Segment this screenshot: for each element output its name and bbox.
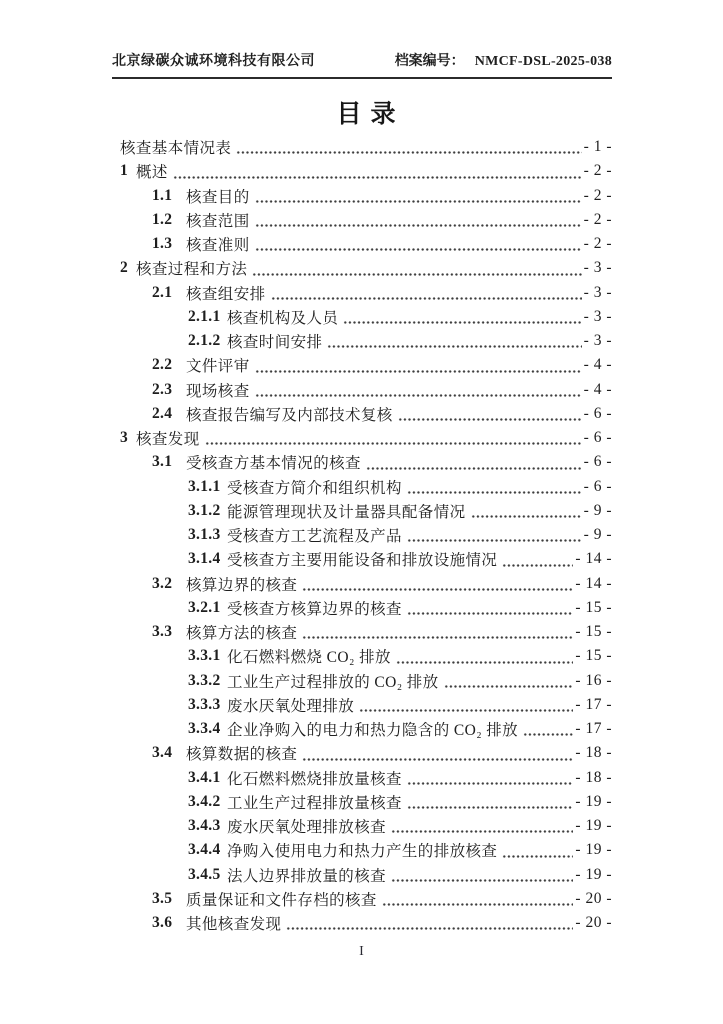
toc-entry — [120, 426, 612, 450]
toc-entry-label: 受核查方主要用能设备和排放设施情况 — [227, 552, 498, 570]
toc-entry — [120, 450, 612, 474]
toc-entry-label: 化石燃料燃烧排放量核查 — [227, 770, 402, 788]
toc-entry-page: - 19 - — [575, 865, 612, 883]
toc-dot-leader — [255, 184, 582, 208]
toc-entry-number: 2 — [120, 259, 129, 277]
toc-entry-number: 3.4 — [152, 744, 173, 762]
toc-entry-number: 1.1 — [152, 186, 173, 204]
toc-entry-number: 3.4.1 — [188, 768, 221, 786]
toc-entry-number: 3.6 — [152, 914, 173, 932]
toc-dot-leader — [302, 741, 573, 765]
toc-entry-page: - 2 - — [583, 235, 612, 253]
toc-entry — [120, 499, 612, 523]
toc-entry — [120, 523, 612, 547]
toc-entry-label: 核查组安排 — [186, 285, 266, 303]
toc-entry — [120, 838, 612, 862]
toc-entry — [120, 887, 612, 911]
company-name: 北京绿碳众诚环境科技有限公司 — [112, 54, 315, 69]
toc-entry-label: 受核查方核算边界的核查 — [227, 600, 402, 618]
toc-entry-page: - 18 - — [575, 768, 612, 786]
toc-entry-number: 3.1 — [152, 453, 173, 471]
toc-entry-page: - 2 - — [583, 162, 612, 180]
toc-entry-page: - 9 - — [583, 501, 612, 519]
toc-entry — [120, 232, 612, 256]
toc-dot-leader — [444, 669, 574, 693]
toc-dot-leader — [382, 887, 574, 911]
toc-entry — [120, 256, 612, 280]
toc-entry-label: 核查准则 — [186, 237, 250, 255]
toc-entry-page: - 3 - — [583, 259, 612, 277]
toc-entry-label: 受核查方工艺流程及产品 — [227, 528, 402, 546]
page-header — [112, 50, 612, 79]
toc-entry — [120, 911, 612, 935]
toc-entry-label: 核查机构及人员 — [227, 309, 339, 327]
toc-entry-label: 概述 — [136, 164, 168, 182]
toc-entry-page: - 17 - — [575, 720, 612, 738]
toc-entry — [120, 814, 612, 838]
toc-entry-page: - 4 - — [583, 380, 612, 398]
toc-entry — [120, 159, 612, 183]
toc-entry-label: 工业生产过程排放的 CO₂ 排放 — [227, 673, 439, 691]
toc-entry-label: 废水厌氧处理排放 — [227, 697, 355, 715]
toc-entry-number: 3.1.3 — [188, 526, 221, 544]
toc-entry — [120, 669, 612, 693]
toc-entry — [120, 475, 612, 499]
toc-entry-label: 核算边界的核查 — [186, 576, 298, 594]
archive-number: NMCF-DSL-2025-038 — [474, 54, 612, 69]
page-title: 目录 — [336, 101, 405, 128]
toc-entry-number: 1.2 — [152, 210, 173, 228]
toc-entry-page: - 19 - — [575, 841, 612, 859]
toc-dot-leader — [236, 135, 581, 159]
toc-entry — [120, 208, 612, 232]
toc-entry-page: - 6 - — [583, 453, 612, 471]
toc-dot-leader — [205, 426, 582, 450]
toc-entry-number: 3.4.3 — [188, 817, 221, 835]
toc-entry — [120, 184, 612, 208]
toc-entry-label: 受核查方基本情况的核查 — [186, 455, 361, 473]
toc-entry-number: 3.1.1 — [188, 477, 221, 495]
toc-dot-leader — [255, 208, 582, 232]
toc-entry-page: - 9 - — [583, 526, 612, 544]
toc-entry-page: - 20 - — [575, 889, 612, 907]
toc-entry-number: 3.4.4 — [188, 841, 221, 859]
toc-entry-label: 质量保证和文件存档的核查 — [186, 891, 377, 909]
toc-entry-number: 3 — [120, 429, 129, 447]
toc-dot-leader — [502, 547, 573, 571]
toc-entry-label: 核查时间安排 — [227, 334, 323, 352]
toc-entry — [120, 135, 612, 159]
toc-entry-number: 3.1.2 — [188, 501, 221, 519]
toc-entry-label: 核查报告编写及内部技术复核 — [186, 406, 393, 424]
toc-dot-leader — [407, 596, 574, 620]
toc-entry-number: 3.5 — [152, 889, 173, 907]
toc-entry-page: - 15 - — [575, 623, 612, 641]
toc-entry-page: - 19 - — [575, 792, 612, 810]
toc-entry-number: 3.3.4 — [188, 720, 221, 738]
toc-dot-leader — [398, 402, 582, 426]
toc-entry-page: - 1 - — [583, 138, 612, 156]
toc-entry-label: 企业净购入的电力和热力隐含的 CO₂ 排放 — [227, 722, 519, 740]
toc-dot-leader — [523, 717, 573, 741]
toc-dot-leader — [302, 572, 573, 596]
toc-entry-page: - 4 - — [583, 356, 612, 374]
toc-dot-leader — [359, 693, 573, 717]
toc-entry-number: 3.3 — [152, 623, 173, 641]
toc-entry-number: 2.1.2 — [188, 332, 221, 350]
toc-dot-leader — [502, 838, 573, 862]
toc-dot-leader — [407, 766, 574, 790]
toc-entry — [120, 620, 612, 644]
toc-dot-leader — [471, 499, 582, 523]
toc-entry — [120, 353, 612, 377]
toc-dot-leader — [327, 329, 581, 353]
toc-entry-page: - 19 - — [575, 817, 612, 835]
toc-entry-page: - 6 - — [583, 477, 612, 495]
toc-entry-number: 3.4.2 — [188, 792, 221, 810]
toc-entry — [120, 741, 612, 765]
toc-dot-leader — [255, 378, 582, 402]
toc-dot-leader — [391, 814, 573, 838]
toc-entry-page: - 15 - — [575, 647, 612, 665]
toc-dot-leader — [173, 159, 582, 183]
toc-entry-number: 2.2 — [152, 356, 173, 374]
archive-label: 档案编号： — [394, 54, 465, 69]
toc-entry-page: - 6 - — [583, 404, 612, 422]
toc-entry — [120, 572, 612, 596]
toc-entry-number: 3.2 — [152, 574, 173, 592]
toc-entry-label: 核算方法的核查 — [186, 625, 298, 643]
toc-dot-leader — [255, 353, 582, 377]
toc-entry-page: - 15 - — [575, 598, 612, 616]
toc-entry — [120, 547, 612, 571]
toc-entry — [120, 717, 612, 741]
toc-entry-label: 核查发现 — [136, 431, 200, 449]
toc-entry-label: 核查基本情况表 — [120, 140, 232, 158]
toc-dot-leader — [396, 644, 574, 668]
toc-entry-number: 3.1.4 — [188, 550, 221, 568]
toc-entry-page: - 18 - — [575, 744, 612, 762]
toc-entry-number: 2.1.1 — [188, 307, 221, 325]
toc-entry-page: - 14 - — [575, 574, 612, 592]
toc-entry-number: 1 — [120, 162, 129, 180]
toc-entry-label: 法人边界排放量的核查 — [227, 867, 387, 885]
toc-dot-leader — [252, 256, 581, 280]
toc-entry-number: 3.3.1 — [188, 647, 221, 665]
toc-dot-leader — [366, 450, 582, 474]
toc-entry — [120, 644, 612, 668]
toc-entry-label: 核查目的 — [186, 188, 250, 206]
toc-entry-label: 工业生产过程排放量核查 — [227, 794, 402, 812]
toc-entry-number: 3.2.1 — [188, 598, 221, 616]
toc-entry — [120, 790, 612, 814]
toc-entry — [120, 281, 612, 305]
toc-entry-page: - 16 - — [575, 671, 612, 689]
toc-entry-label: 能源管理现状及计量器具配备情况 — [227, 503, 466, 521]
toc-entry-number: 3.3.3 — [188, 695, 221, 713]
toc-entry-number: 1.3 — [152, 235, 173, 253]
toc-entry-page: - 2 - — [583, 210, 612, 228]
toc-entry-page: - 2 - — [583, 186, 612, 204]
toc-dot-leader — [302, 620, 573, 644]
toc-entry — [120, 596, 612, 620]
toc-entry — [120, 378, 612, 402]
archive-field — [395, 50, 612, 70]
toc-dot-leader — [255, 232, 582, 256]
toc-entry-page: - 3 - — [583, 283, 612, 301]
toc-entry-page: - 6 - — [583, 429, 612, 447]
toc-entry — [120, 402, 612, 426]
toc-entry-number: 2.3 — [152, 380, 173, 398]
toc-entry-label: 核查范围 — [186, 212, 250, 230]
toc-entry — [120, 766, 612, 790]
toc-entry-label: 化石燃料燃烧 CO₂ 排放 — [227, 649, 391, 667]
toc-dot-leader — [407, 523, 582, 547]
toc-entry-number: 2.1 — [152, 283, 173, 301]
toc-entry-label: 核算数据的核查 — [186, 746, 298, 764]
toc-entry-number: 3.3.2 — [188, 671, 221, 689]
toc-entry-label: 其他核查发现 — [186, 916, 282, 934]
toc-entry-page: - 3 - — [583, 332, 612, 350]
toc-entry-label: 文件评审 — [186, 358, 250, 376]
toc-dot-leader — [407, 790, 574, 814]
toc-entry — [120, 305, 612, 329]
toc-dot-leader — [271, 281, 582, 305]
toc-entry-page: - 14 - — [575, 550, 612, 568]
toc-entry-label: 受核查方简介和组织机构 — [227, 479, 402, 497]
toc-dot-leader — [407, 475, 582, 499]
toc-entry — [120, 863, 612, 887]
toc-entry-label: 核查过程和方法 — [136, 261, 248, 279]
toc-entry-page: - 17 - — [575, 695, 612, 713]
toc-dot-leader — [343, 305, 581, 329]
toc-dot-leader — [286, 911, 573, 935]
toc-entry — [120, 693, 612, 717]
toc-entry-number: 3.4.5 — [188, 865, 221, 883]
toc-entry-label: 净购入使用电力和热力产生的排放核查 — [227, 843, 498, 861]
toc-entry — [120, 329, 612, 353]
toc-entry-page: - 20 - — [575, 914, 612, 932]
toc-entry-number: 2.4 — [152, 404, 173, 422]
footer-page-number: I — [359, 944, 364, 959]
toc-entry-page: - 3 - — [583, 307, 612, 325]
toc-entry-label: 现场核查 — [186, 382, 250, 400]
toc-dot-leader — [391, 863, 573, 887]
toc-list — [120, 135, 612, 935]
toc-entry-label: 废水厌氧处理排放核查 — [227, 819, 387, 837]
